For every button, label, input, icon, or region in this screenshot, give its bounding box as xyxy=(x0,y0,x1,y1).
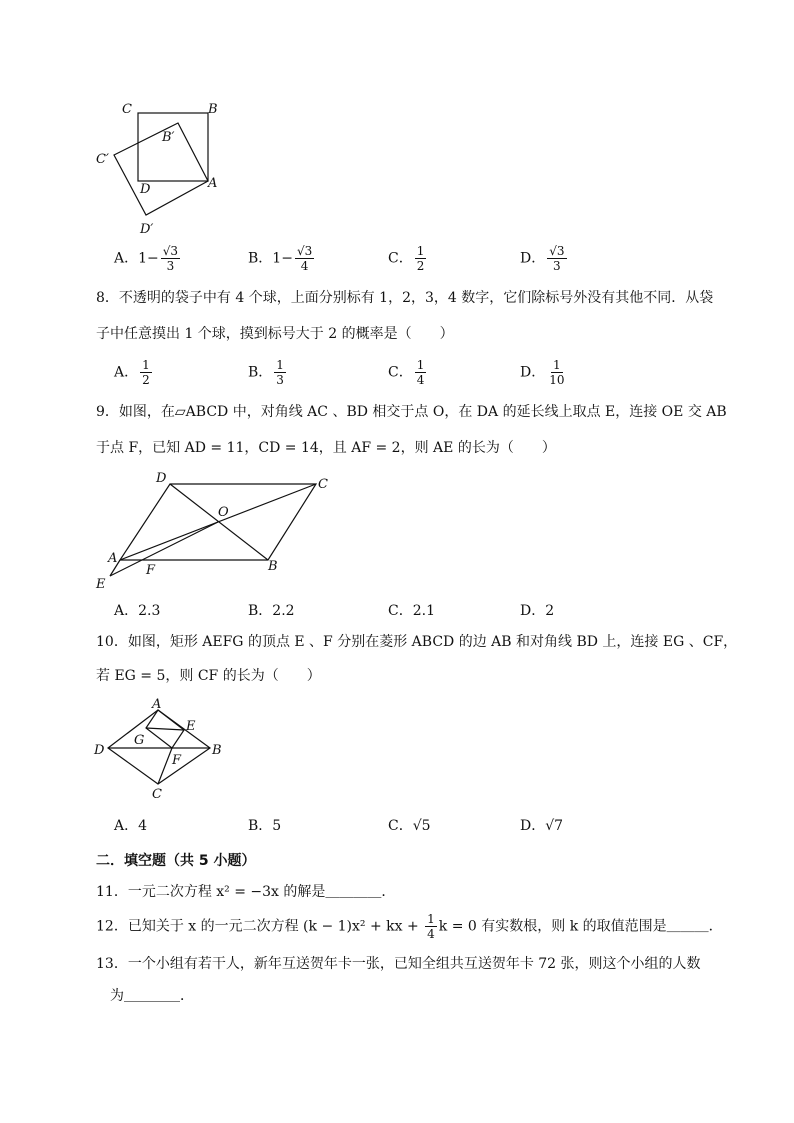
option-fraction xyxy=(274,358,286,387)
q10-segment-eg xyxy=(146,728,184,730)
option-text: 2.1 xyxy=(412,603,435,619)
q13-line2: 为＿＿＿＿． xyxy=(110,988,194,1004)
q9-diagonal-bd xyxy=(170,484,268,560)
fraction-numerator: 1 xyxy=(142,358,150,372)
q7-figure xyxy=(90,95,230,240)
fraction-numerator: 1 xyxy=(416,244,425,258)
q7-options xyxy=(114,244,674,280)
option-letter: D． xyxy=(520,364,546,381)
fraction-numerator: √3 xyxy=(549,244,565,258)
fraction-denominator: 10 xyxy=(549,373,565,387)
option-letter: A． xyxy=(114,250,139,267)
option-fraction xyxy=(140,358,152,387)
q8-option-c[interactable] xyxy=(388,358,428,387)
q7-option-c[interactable] xyxy=(388,244,428,273)
option-fraction xyxy=(161,244,180,273)
option-fraction xyxy=(415,358,427,387)
fraction-numerator: 1 xyxy=(276,358,284,372)
q7-option-d[interactable] xyxy=(520,244,569,273)
q10-label-b: B xyxy=(212,743,222,758)
q7-label-d-prime: D′ xyxy=(140,222,154,237)
option-fraction xyxy=(547,358,566,387)
option-text: 5 xyxy=(272,818,282,834)
option-letter: C． xyxy=(388,818,413,834)
option-letter: A． xyxy=(114,603,139,619)
option-letter: A． xyxy=(114,818,139,834)
q7-square-abcd xyxy=(138,113,208,181)
fraction-denominator: 4 xyxy=(416,373,425,387)
section-title: 二．填空题（共 5 小题） xyxy=(96,853,256,869)
q10-options xyxy=(114,815,674,837)
q10-option-b[interactable] xyxy=(248,815,281,835)
q7-label-d: D xyxy=(140,182,151,197)
q8-line2: 子中任意摸出 1 个球，摸到标号大于 2 的概率是（ ） xyxy=(96,326,454,342)
q10-option-a[interactable] xyxy=(114,815,147,835)
q9-label-e: E xyxy=(96,577,106,592)
fraction-denominator: 3 xyxy=(276,373,284,387)
q10-label-c: C xyxy=(152,787,162,802)
q9-label-d: D xyxy=(156,471,167,486)
q10-label-f: F xyxy=(172,753,182,768)
q8-options xyxy=(114,358,674,394)
option-letter: C． xyxy=(388,603,413,619)
fraction-numerator: 1 xyxy=(427,912,435,926)
option-fraction xyxy=(415,244,427,273)
q9-label-o: O xyxy=(218,505,229,520)
option-text: 2.3 xyxy=(138,603,161,619)
q9-figure xyxy=(90,468,340,593)
option-letter: A． xyxy=(114,364,139,381)
option-letter: D． xyxy=(520,250,546,267)
option-letter: B． xyxy=(248,250,273,267)
q7-label-c: C xyxy=(122,102,132,117)
q12-after: k = 0 有实数根，则 k 的取值范围是＿＿＿． xyxy=(438,918,723,935)
q7-option-a[interactable] xyxy=(114,244,182,273)
q9-label-b: B xyxy=(268,559,278,574)
option-text: 4 xyxy=(138,818,148,834)
q9-option-c[interactable] xyxy=(388,600,435,620)
q7-label-a: A xyxy=(208,176,218,191)
q10-label-a: A xyxy=(152,698,162,712)
q10-option-d[interactable] xyxy=(520,815,563,835)
option-letter: B． xyxy=(248,603,273,619)
q9-options xyxy=(114,600,674,622)
option-text: 2 xyxy=(545,603,555,619)
q8-line1: 8．不透明的袋子中有 4 个球，上面分别标有 1，2，3，4 数字，它们除标号外没有其他不同．从袋 xyxy=(96,290,714,306)
q8-option-d[interactable] xyxy=(520,358,569,387)
fraction-numerator: 1 xyxy=(553,358,561,372)
option-fraction xyxy=(547,244,566,273)
fraction-denominator: 4 xyxy=(427,927,435,941)
q12-text xyxy=(96,912,723,941)
fraction-numerator: √3 xyxy=(162,244,179,258)
q7-option-b[interactable] xyxy=(248,244,316,273)
fraction-denominator: 3 xyxy=(553,259,561,273)
option-prefix: 1− xyxy=(272,250,293,267)
q10-line2: 若 EG = 5，则 CF 的长为（ ） xyxy=(96,668,321,684)
q7-rotated-square xyxy=(114,123,208,215)
q12-fraction xyxy=(425,912,437,941)
q10-label-d: D xyxy=(94,743,105,758)
fraction-denominator: 2 xyxy=(416,259,425,273)
option-letter: B． xyxy=(248,364,273,381)
q9-label-a: A xyxy=(108,551,118,566)
q8-option-a[interactable] xyxy=(114,358,154,387)
q10-figure xyxy=(90,698,240,802)
fraction-denominator: 3 xyxy=(166,259,175,273)
option-letter: D． xyxy=(520,603,546,619)
q9-line1: 9．如图，在▱ABCD 中，对角线 AC 、BD 相交于点 O，在 DA 的延长线上取点 E，连接 OE 交 AB xyxy=(96,404,727,420)
option-letter: C． xyxy=(388,250,413,267)
q11-text: 11．一元二次方程 x² = −3x 的解是＿＿＿＿． xyxy=(96,884,396,900)
q9-label-f: F xyxy=(146,563,156,578)
q10-label-e: E xyxy=(186,719,196,734)
q9-label-c: C xyxy=(318,477,328,492)
option-fraction xyxy=(295,244,314,273)
q10-label-g: G xyxy=(134,733,145,748)
q9-option-d[interactable] xyxy=(520,600,554,620)
q9-option-b[interactable] xyxy=(248,600,295,620)
q7-label-b: B xyxy=(208,102,218,117)
option-letter: C． xyxy=(388,364,413,381)
option-text: √7 xyxy=(545,818,564,834)
fraction-denominator: 2 xyxy=(142,373,150,387)
fraction-numerator: √3 xyxy=(296,244,313,258)
q10-option-c[interactable] xyxy=(388,815,431,835)
q13-line1: 13．一个小组有若干人，新年互送贺年卡一张，已知全组共互送贺年卡 72 张，则这个小组的人数 xyxy=(96,956,701,972)
q7-label-b-prime: B′ xyxy=(162,130,175,145)
option-text: √5 xyxy=(412,818,431,834)
option-letter: D． xyxy=(520,818,546,834)
q8-option-b[interactable] xyxy=(248,358,288,387)
q9-segment-oe xyxy=(110,522,218,576)
fraction-denominator: 4 xyxy=(300,259,309,273)
option-letter: B． xyxy=(248,818,273,834)
q9-option-a[interactable] xyxy=(114,600,160,620)
q7-label-c-prime: C′ xyxy=(96,152,109,167)
fraction-numerator: 1 xyxy=(416,358,425,372)
option-prefix: 1− xyxy=(138,250,159,267)
q12-before: 12．已知关于 x 的一元二次方程 (k − 1)x² + kx + xyxy=(96,918,424,935)
q9-line2: 于点 F，已知 AD = 11，CD = 14，且 AF = 2，则 AE 的长为（ ） xyxy=(96,440,556,456)
q10-line1: 10．如图，矩形 AEFG 的顶点 E 、F 分别在菱形 ABCD 的边 AB 和对角线 BD 上，连接 EG 、CF， xyxy=(96,634,738,650)
option-text: 2.2 xyxy=(272,603,295,619)
